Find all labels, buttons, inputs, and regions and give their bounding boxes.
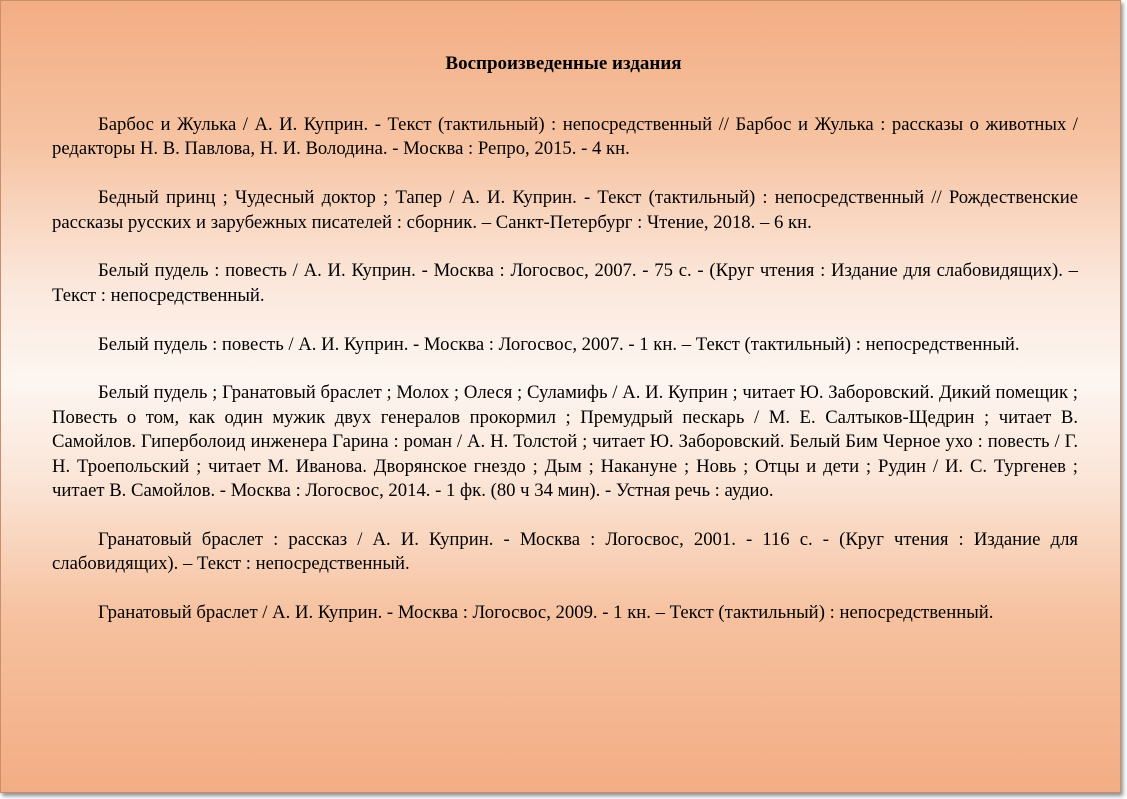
- bibliography-entry: Бедный принц ; Чудесный доктор ; Тапер / А. И. Куприн. - Текст (тактильный) : непосредственный // Рождественские рассказы русских и зарубежных писателей : сборник. – Санкт-Петербург : Чтение, 2018. – 6 кн.: [52, 187, 1078, 233]
- bibliography-entry: Барбос и Жулька / А. И. Куприн. - Текст (тактильный) : непосредственный // Барбос и Жулька : рассказы о животных / редакторы Н. В. Павлова, Н. И. Володина. - Москва : Репро, 2015. - 4 кн.: [52, 114, 1078, 160]
- page-title: Воспроизведенные издания: [445, 53, 682, 74]
- bibliography-list: [52, 113, 1078, 650]
- bibliography-entry: Гранатовый браслет / А. И. Куприн. - Москва : Логосвос, 2009. - 1 кн. – Текст (тактильный) : непосредственный.: [98, 602, 994, 624]
- bibliography-entry: Белый пудель : повесть / А. И. Куприн. - Москва : Логосвос, 2007. - 75 с. - (Круг чтения : Издание для слабовидящих). – Текст : непосредственный.: [52, 260, 1078, 306]
- bibliography-entry: Гранатовый браслет : рассказ / А. И. Куприн. - Москва : Логосвос, 2001. - 116 с. - (Круг чтения : Издание для слабовидящих). – Текст : непосредственный.: [52, 528, 1078, 575]
- bibliography-entry: Белый пудель ; Гранатовый браслет ; Молох ; Олеся ; Суламифь / А. И. Куприн ; читает Ю. Заборовский. Дикий помещик ; Повесть о том, как один мужик двух генералов прокормил ; Премудрый пескарь / М. Е. Салтыков-Щедрин ; читает В. Самойлов. Гиперболоид инженера Гарина : роман / А. Н. Толстой ; читает Ю. Заборовский. Белый Бим Черное ухо : повесть / Г. Н. Троепольский ; читает М. Иванова. Дворянское гнездо ; Дым ; Накануне ; Новь ; Отцы и дети ; Рудин / И. С. Тургенев ; читает В. Самойлов. - Москва : Логосвос, 2014. - 1 фк. (80 ч 34 мин). - Устная речь : аудио.: [52, 382, 1078, 502]
- bibliography-entry: Белый пудель : повесть / А. И. Куприн. - Москва : Логосвос, 2007. - 1 кн. – Текст (тактильный) : непосредственный.: [98, 333, 1020, 355]
